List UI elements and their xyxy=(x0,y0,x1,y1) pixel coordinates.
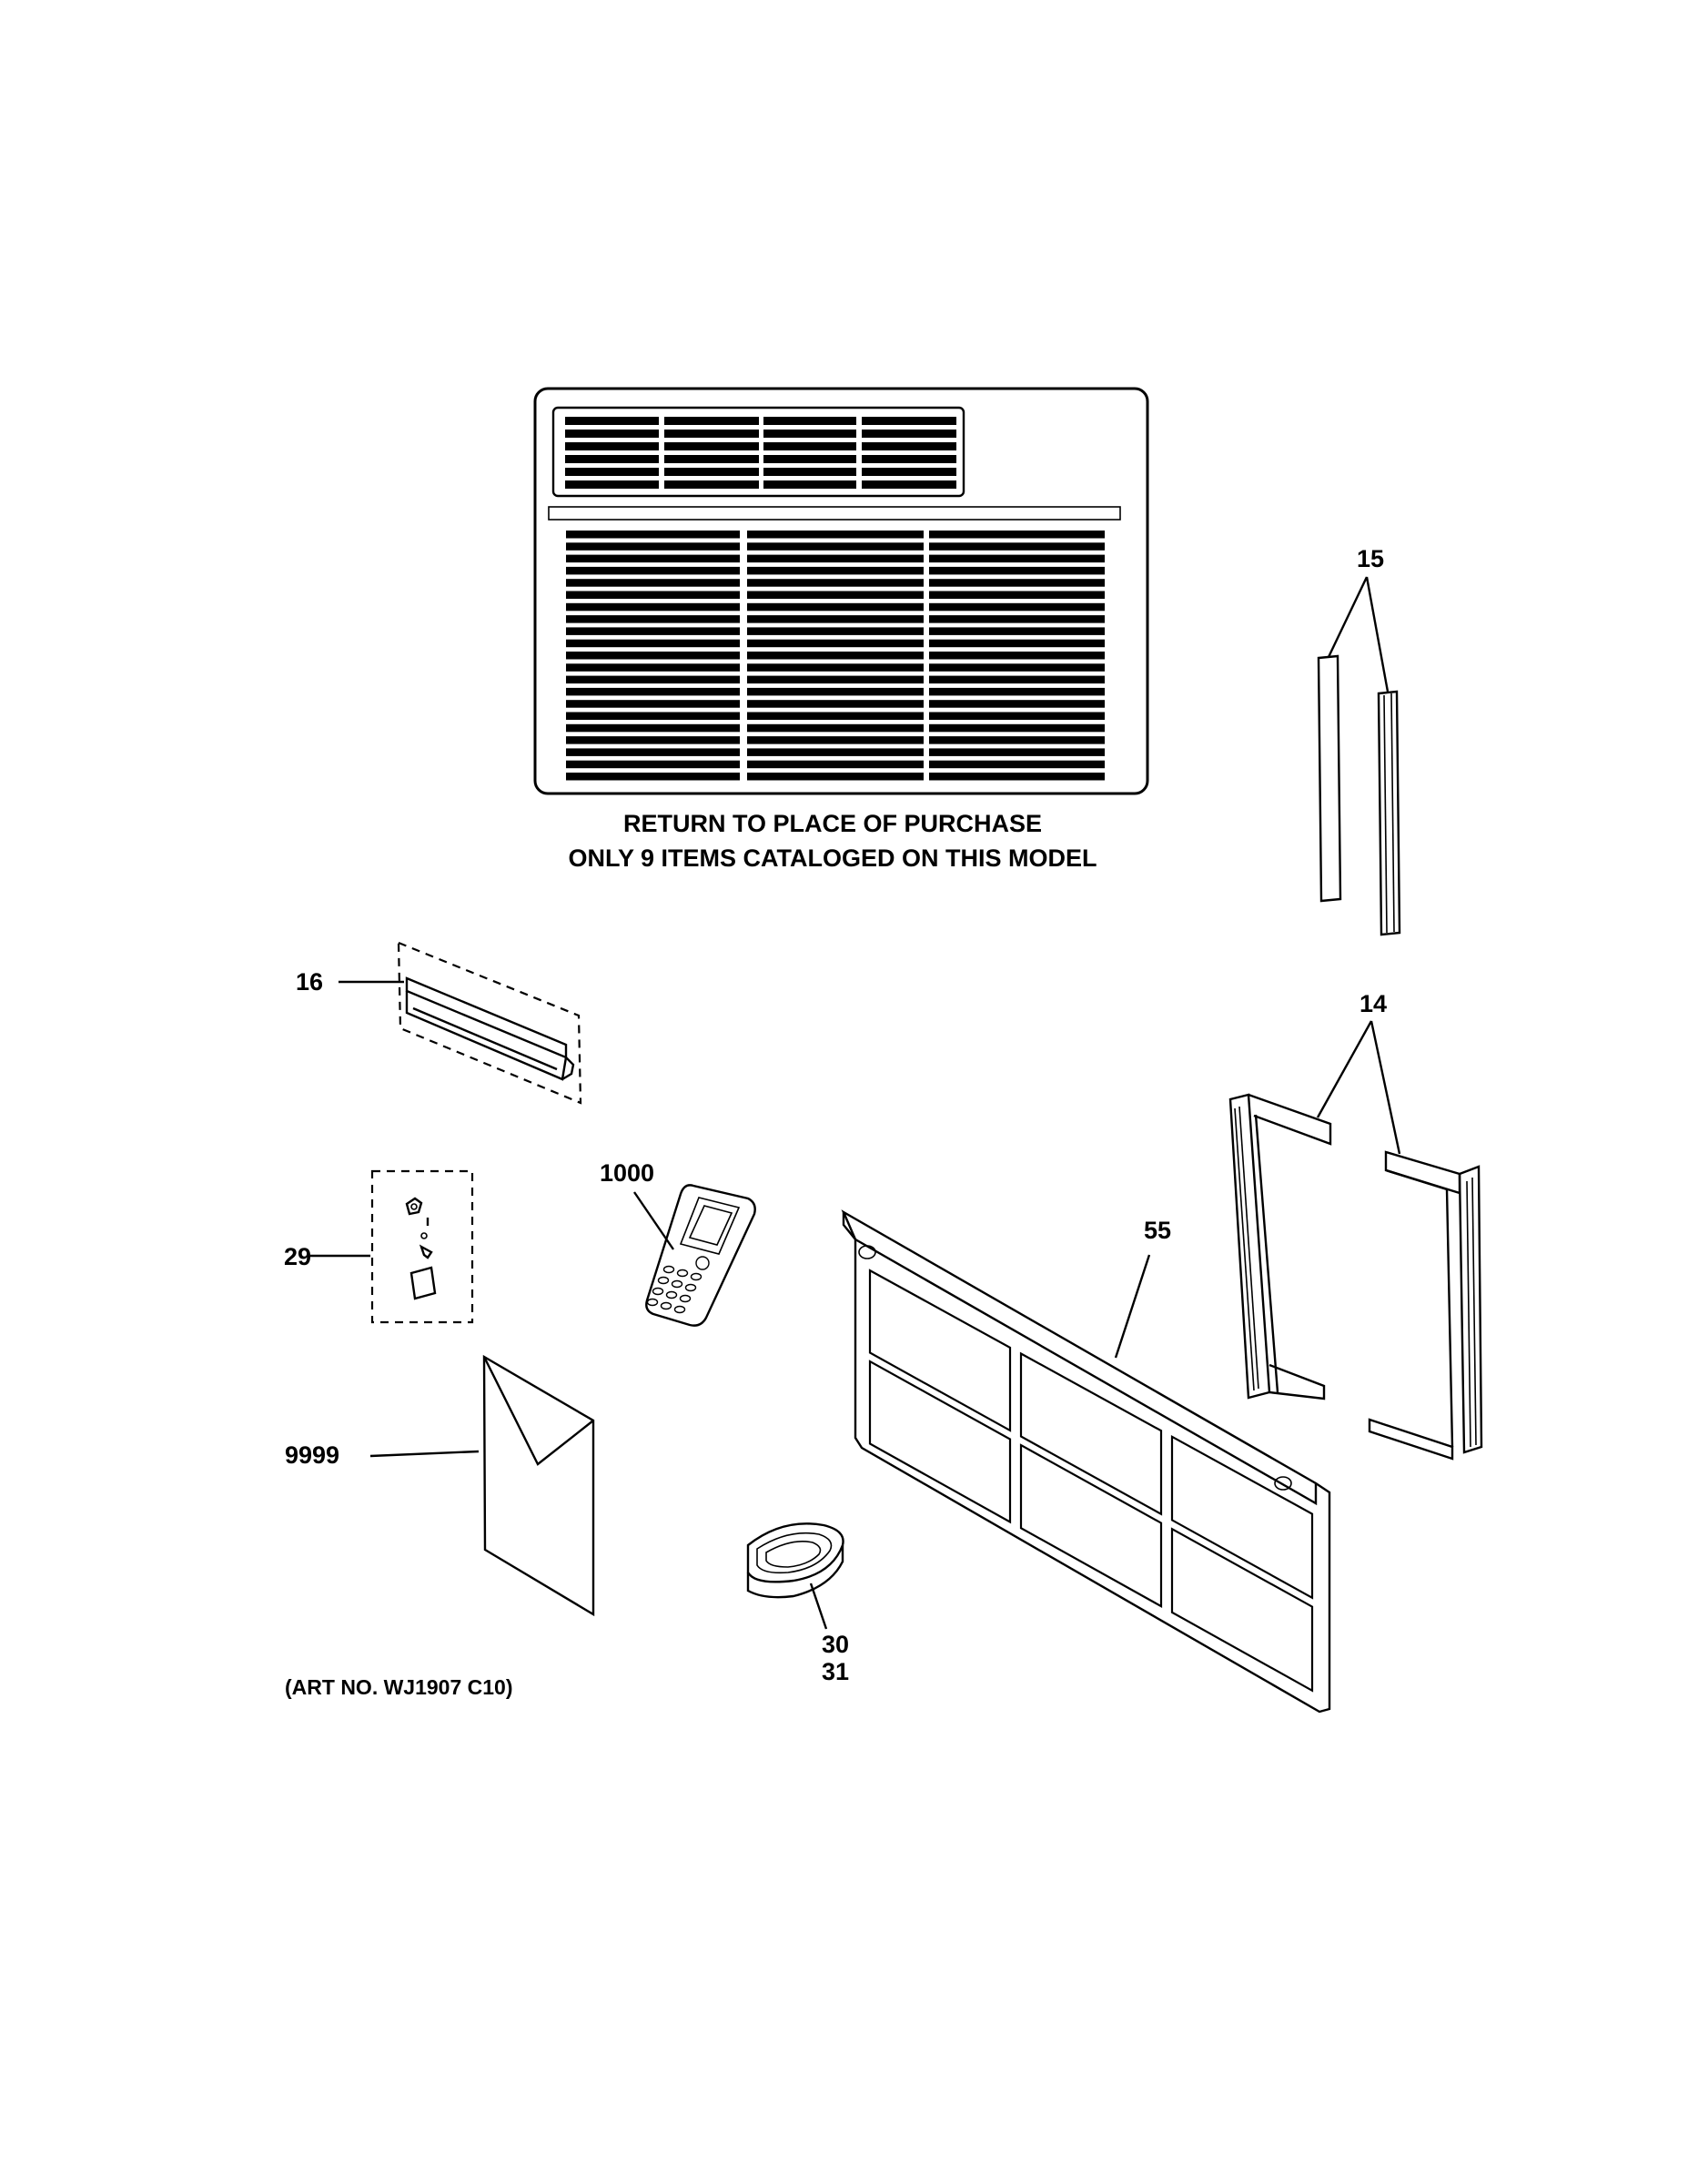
notice-line-2: ONLY 9 ITEMS CATALOGED ON THIS MODEL xyxy=(568,844,1097,872)
louver-bar xyxy=(566,663,740,672)
remote-button xyxy=(659,1278,669,1284)
louver-bar xyxy=(763,455,856,463)
part-9999-manual xyxy=(370,1357,593,1614)
louver-bar xyxy=(664,455,759,463)
louver-bar xyxy=(862,442,956,450)
remote-dial xyxy=(696,1257,709,1269)
louver-bar xyxy=(566,531,740,539)
louver-bar xyxy=(566,592,740,600)
louver-bar xyxy=(566,688,740,696)
art-number: (ART NO. WJ1907 C10) xyxy=(285,1675,513,1699)
remote-button xyxy=(667,1292,677,1299)
louver-bar xyxy=(929,640,1105,648)
air-conditioner-unit xyxy=(535,389,1147,794)
callout-29: 29 xyxy=(283,1243,312,1270)
louver-bar xyxy=(929,627,1105,635)
callout-55: 55 xyxy=(1143,1217,1172,1244)
louver-bar xyxy=(747,652,924,660)
louver-bar xyxy=(929,713,1105,721)
louver-bar xyxy=(929,748,1105,756)
louver-bar xyxy=(747,761,924,769)
louver-bar xyxy=(763,430,856,438)
louver-bar xyxy=(747,640,924,648)
louver-bar xyxy=(747,603,924,612)
louver-bar xyxy=(565,468,659,476)
louver-bar xyxy=(566,676,740,684)
callout-14: 14 xyxy=(1359,990,1388,1017)
remote-button xyxy=(678,1270,688,1277)
louver-bar xyxy=(929,603,1105,612)
remote-button xyxy=(672,1281,682,1288)
louver-bar xyxy=(929,542,1105,551)
remote-button xyxy=(648,1299,658,1306)
louver-bar xyxy=(664,468,759,476)
part-15-seal-strips xyxy=(1319,577,1400,935)
louver-bar xyxy=(747,615,924,623)
callout-30: 30 xyxy=(821,1631,850,1658)
louver-bar xyxy=(862,455,956,463)
louver-bar xyxy=(566,555,740,563)
louver-bar xyxy=(566,567,740,575)
remote-button xyxy=(692,1274,702,1280)
remote-button xyxy=(686,1285,696,1291)
louver-bar xyxy=(565,455,659,463)
louver-bar xyxy=(929,592,1105,600)
louver-bar xyxy=(566,761,740,769)
louver-bar xyxy=(929,531,1105,539)
lower-vent-louvers xyxy=(566,531,1105,781)
remote-button xyxy=(681,1296,691,1302)
louver-bar xyxy=(566,748,740,756)
louver-bar xyxy=(747,748,924,756)
louver-bar xyxy=(929,555,1105,563)
louver-bar xyxy=(747,713,924,721)
notice-line-1: RETURN TO PLACE OF PURCHASE xyxy=(622,810,1043,837)
louver-bar xyxy=(862,480,956,489)
louver-bar xyxy=(566,615,740,623)
louver-bar xyxy=(929,736,1105,744)
louver-bar xyxy=(929,579,1105,587)
part-30-31-foam-seal xyxy=(748,1523,844,1629)
louver-bar xyxy=(747,567,924,575)
louver-bar xyxy=(763,480,856,489)
louver-bar xyxy=(565,430,659,438)
louver-bar xyxy=(747,579,924,587)
remote-button xyxy=(662,1303,672,1309)
louver-bar xyxy=(929,724,1105,733)
louver-bar xyxy=(565,442,659,450)
louver-bar xyxy=(747,688,924,696)
filter-pane xyxy=(1021,1354,1161,1514)
louver-bar xyxy=(929,700,1105,708)
callout-15: 15 xyxy=(1356,545,1385,572)
remote-buttons xyxy=(648,1257,710,1313)
louver-bar xyxy=(747,700,924,708)
remote-button xyxy=(675,1307,685,1313)
louver-bar xyxy=(929,761,1105,769)
louver-bar xyxy=(566,579,740,587)
filter-panes xyxy=(870,1270,1312,1691)
filter-pane xyxy=(870,1361,1010,1522)
louver-bar xyxy=(747,555,924,563)
callout-1000: 1000 xyxy=(599,1159,655,1187)
louver-bar xyxy=(763,442,856,450)
louver-bar xyxy=(747,736,924,744)
louver-bar xyxy=(747,724,924,733)
louver-bar xyxy=(566,736,740,744)
part-14-side-curtains xyxy=(1230,1021,1481,1459)
callout-31: 31 xyxy=(821,1658,850,1685)
remote-button xyxy=(664,1267,674,1273)
louver-bar xyxy=(747,531,924,539)
louver-bar xyxy=(566,652,740,660)
louver-bar xyxy=(566,640,740,648)
louver-bar xyxy=(747,592,924,600)
louver-bar xyxy=(929,567,1105,575)
part-29-hardware-kit xyxy=(310,1171,472,1322)
part-16-mounting-rail xyxy=(339,943,581,1103)
louver-bar xyxy=(565,417,659,425)
louver-bar xyxy=(747,773,924,781)
louver-bar xyxy=(929,676,1105,684)
louver-bar xyxy=(566,700,740,708)
louver-bar xyxy=(664,480,759,489)
louver-bar xyxy=(929,688,1105,696)
remote-button xyxy=(653,1289,663,1295)
filter-pane xyxy=(1021,1445,1161,1606)
louver-bar xyxy=(929,615,1105,623)
callout-16: 16 xyxy=(295,968,323,996)
louver-bar xyxy=(747,542,924,551)
part-1000-remote-control xyxy=(634,1185,755,1325)
louver-bar xyxy=(566,627,740,635)
louver-bar xyxy=(862,417,956,425)
louver-bar xyxy=(566,724,740,733)
upper-vent-louvers xyxy=(565,417,956,489)
louver-bar xyxy=(747,663,924,672)
louver-bar xyxy=(929,663,1105,672)
louver-bar xyxy=(763,417,856,425)
louver-bar xyxy=(929,773,1105,781)
louver-bar xyxy=(862,430,956,438)
part-55-air-filter xyxy=(844,1212,1329,1712)
callout-9999: 9999 xyxy=(284,1441,340,1469)
louver-bar xyxy=(566,773,740,781)
louver-bar xyxy=(763,468,856,476)
louver-bar xyxy=(566,542,740,551)
louver-bar xyxy=(566,603,740,612)
louver-bar xyxy=(664,417,759,425)
louver-bar xyxy=(862,468,956,476)
louver-bar xyxy=(929,652,1105,660)
louver-bar xyxy=(747,627,924,635)
louver-bar xyxy=(664,430,759,438)
louver-bar xyxy=(747,676,924,684)
louver-bar xyxy=(565,480,659,489)
louver-bar xyxy=(566,713,740,721)
louver-bar xyxy=(664,442,759,450)
